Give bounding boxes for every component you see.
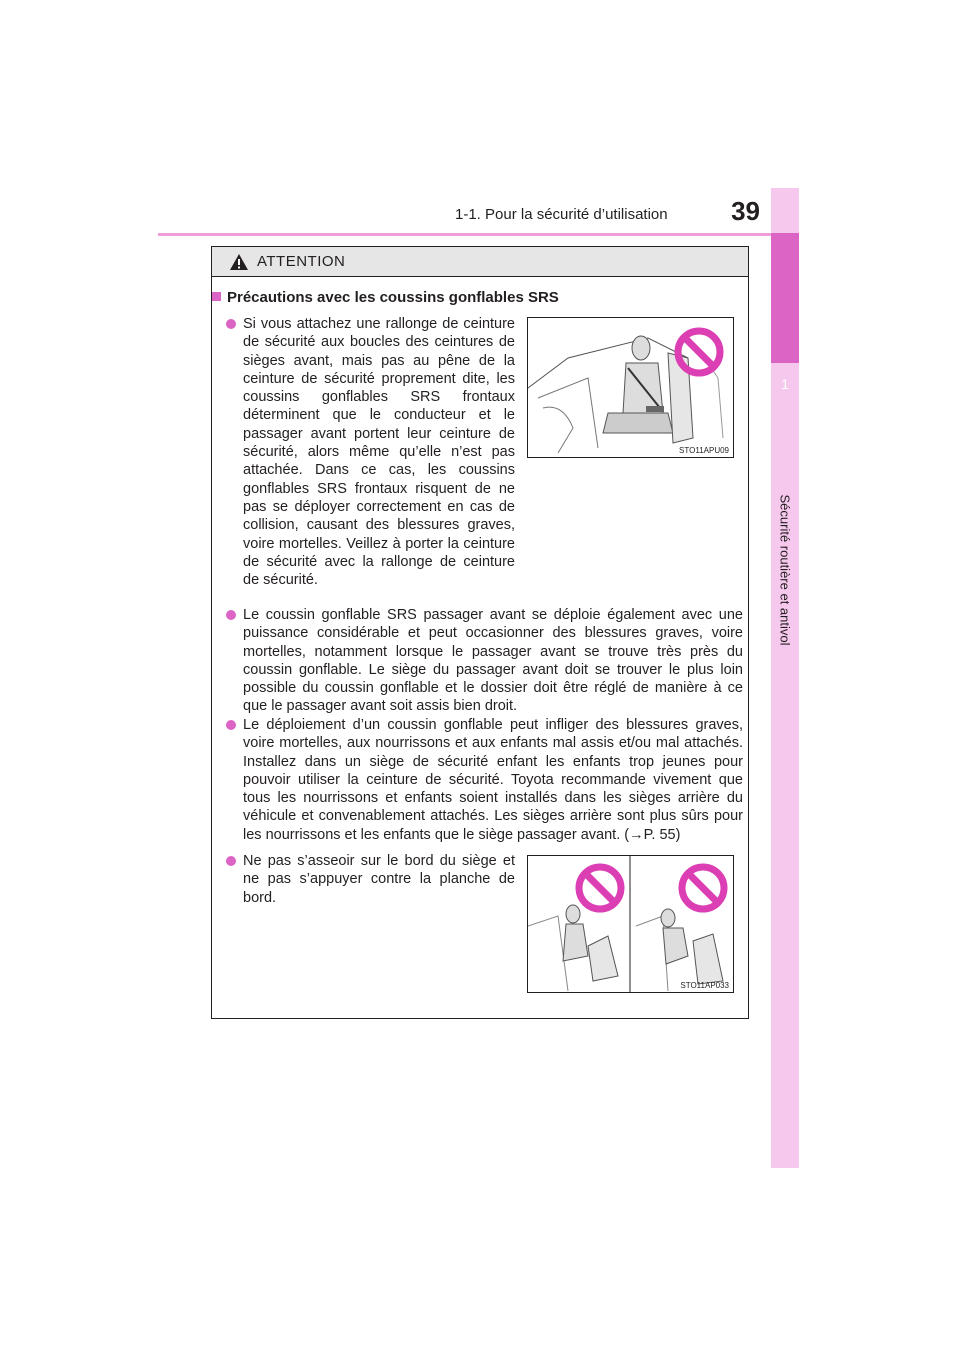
prohibited-icon (673, 326, 725, 378)
chapter-label: Sécurité routière et antivol (777, 494, 793, 646)
prohibited-icon (574, 862, 626, 914)
seating-posture-illustration (527, 855, 734, 993)
section-heading-text: Précautions avec les coussins gonflables SRS (227, 289, 559, 306)
page-number: 39 (731, 196, 760, 226)
section-title: 1-1. Pour la sécurité d’utilisation (455, 206, 668, 223)
figure-code: STO11AP033 (680, 981, 729, 990)
header-rule (158, 233, 798, 236)
bullet-dot-icon (226, 319, 236, 329)
warning-header (212, 247, 748, 277)
bullet-dot-icon (226, 720, 236, 730)
square-bullet-icon (212, 292, 221, 301)
figure-code: STO11APU09 (679, 446, 729, 455)
chapter-number: 1 (781, 376, 789, 392)
warning-triangle-icon (229, 253, 249, 271)
seatbelt-extender-illustration (527, 317, 734, 458)
bullet-text: Le déploiement d’un coussin gonflable peut infliger des blessures graves, voire mortelles, aux nourrissons et aux enfants mal assis et/ou mal attachés. Installez dans un siège de sécurité enfant les enfants trop jeunes pour pouvoir utiliser la ceinture de sécurité. Toyota recommande vivement que tous les nourrissons et enfants soient installés dans les sièges arrière du véhicule et convenablement attachés. Les sièges arrière sont plus sûrs pour les nourrissons et les enfants que le siège passager avant. (→P. 55) (243, 717, 743, 843)
bullet-item (243, 315, 515, 589)
bullet-item (243, 606, 743, 716)
warning-title: ATTENTION (257, 253, 346, 270)
bullet-item (243, 852, 515, 907)
bullet-dot-icon (226, 610, 236, 620)
bullet-text: Le coussin gonflable SRS passager avant se déploie également avec une puissance considérable et peut occasionner des blessures graves, voire mortelles, notamment lorsque le passager avant se trouve très près du coussin gonflable. Le siège du passager avant doit se trouver le plus loin possible du coussin gonflable et le dossier doit être réglé de manière à ce que le passager avant soit assis bien droit. (243, 607, 743, 715)
bullet-dot-icon (226, 856, 236, 866)
chapter-tab-marker (771, 233, 799, 363)
bullet-text: Ne pas s’asseoir sur le bord du siège et ne pas s’appuyer contre la planche de bord. (243, 853, 515, 906)
bullet-text: Si vous attachez une rallonge de ceinture de sécurité aux boucles des ceintures de sièges avant, mais pas au pêne de la ceinture de sécurité proprement dite, les coussins gonflables SRS frontaux déterminent que le conducteur et le passager avant portent leur ceinture de sécurité, alors même qu’elle n’est pas attachée. Dans ce cas, les coussins gonflables SRS frontaux risquent de ne pas se déployer correctement en cas de collision, causant des blessures graves, voire mortelles. Veillez à porter la ceinture de sécurité avec la rallonge de ceinture de sécurité. (243, 316, 515, 589)
section-heading (212, 289, 559, 306)
prohibited-icon (677, 862, 729, 914)
bullet-item (243, 716, 743, 844)
